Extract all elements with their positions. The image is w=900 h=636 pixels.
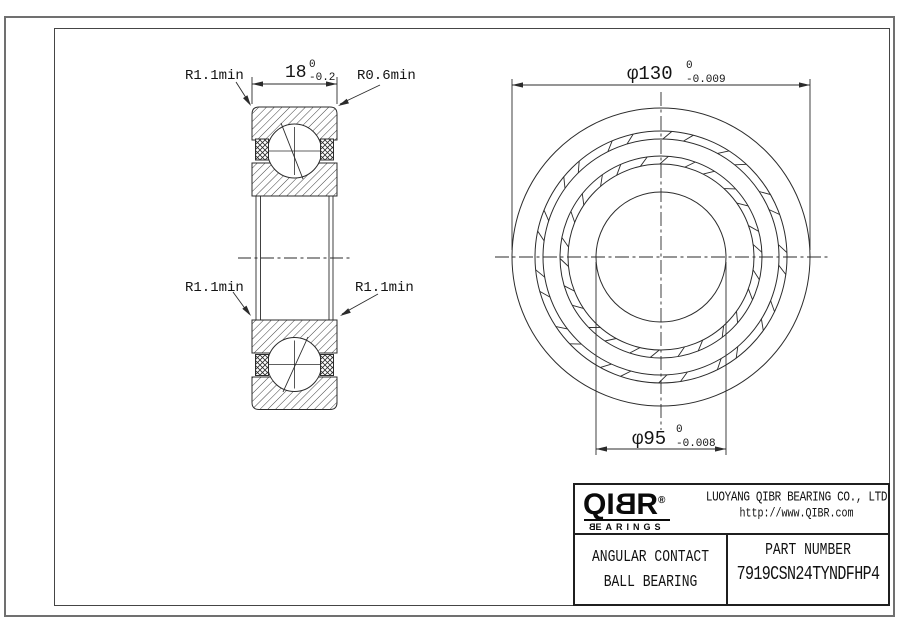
- part-number-value: 7919CSN24TYNDFHP4: [736, 563, 880, 586]
- radius-label-bottom-left: R1.1min: [185, 280, 244, 296]
- title-block-header-row: [575, 485, 888, 535]
- dim-width-value: 18: [285, 63, 307, 83]
- title-block: [573, 483, 890, 606]
- dim-outer-value: φ130: [627, 63, 673, 85]
- dim-outer-tol-lower: -0.009: [686, 74, 726, 86]
- logo-subtext: BEARINGS: [585, 522, 665, 532]
- radius-label-bottom-right: R1.1min: [355, 280, 414, 296]
- logo-wordmark: [583, 487, 705, 521]
- front-view: [495, 79, 828, 455]
- part-number-cell: [728, 535, 888, 604]
- dim-bore-tol-upper: 0: [676, 424, 683, 436]
- section-view: [233, 77, 380, 410]
- company-name: LUOYANG QIBR BEARING CO., LTD: [705, 490, 888, 506]
- company-info: [705, 485, 888, 533]
- brand-logo: [575, 485, 705, 533]
- dim-outer-tol-upper: 0: [686, 60, 693, 72]
- dim-bore-tol-lower: -0.008: [676, 438, 716, 450]
- product-type-cell: [575, 535, 728, 604]
- dim-bore-value: φ95: [632, 428, 667, 450]
- part-number-label: PART NUMBER: [765, 540, 851, 559]
- radius-label-top-left: R1.1min: [185, 68, 244, 84]
- product-type-line1: ANGULAR CONTACT: [591, 547, 710, 566]
- registered-trademark-icon: ®: [658, 495, 666, 506]
- radius-label-top-right: R0.6min: [357, 68, 416, 84]
- product-type-line2: BALL BEARING: [603, 572, 698, 591]
- title-block-body-row: [575, 535, 888, 604]
- dim-width-tol-lower: -0.2: [309, 72, 336, 84]
- logo-text: QIBR: [583, 488, 659, 521]
- dim-width-tol-upper: 0: [309, 59, 316, 71]
- company-website: http://www.QIBR.com: [739, 507, 854, 522]
